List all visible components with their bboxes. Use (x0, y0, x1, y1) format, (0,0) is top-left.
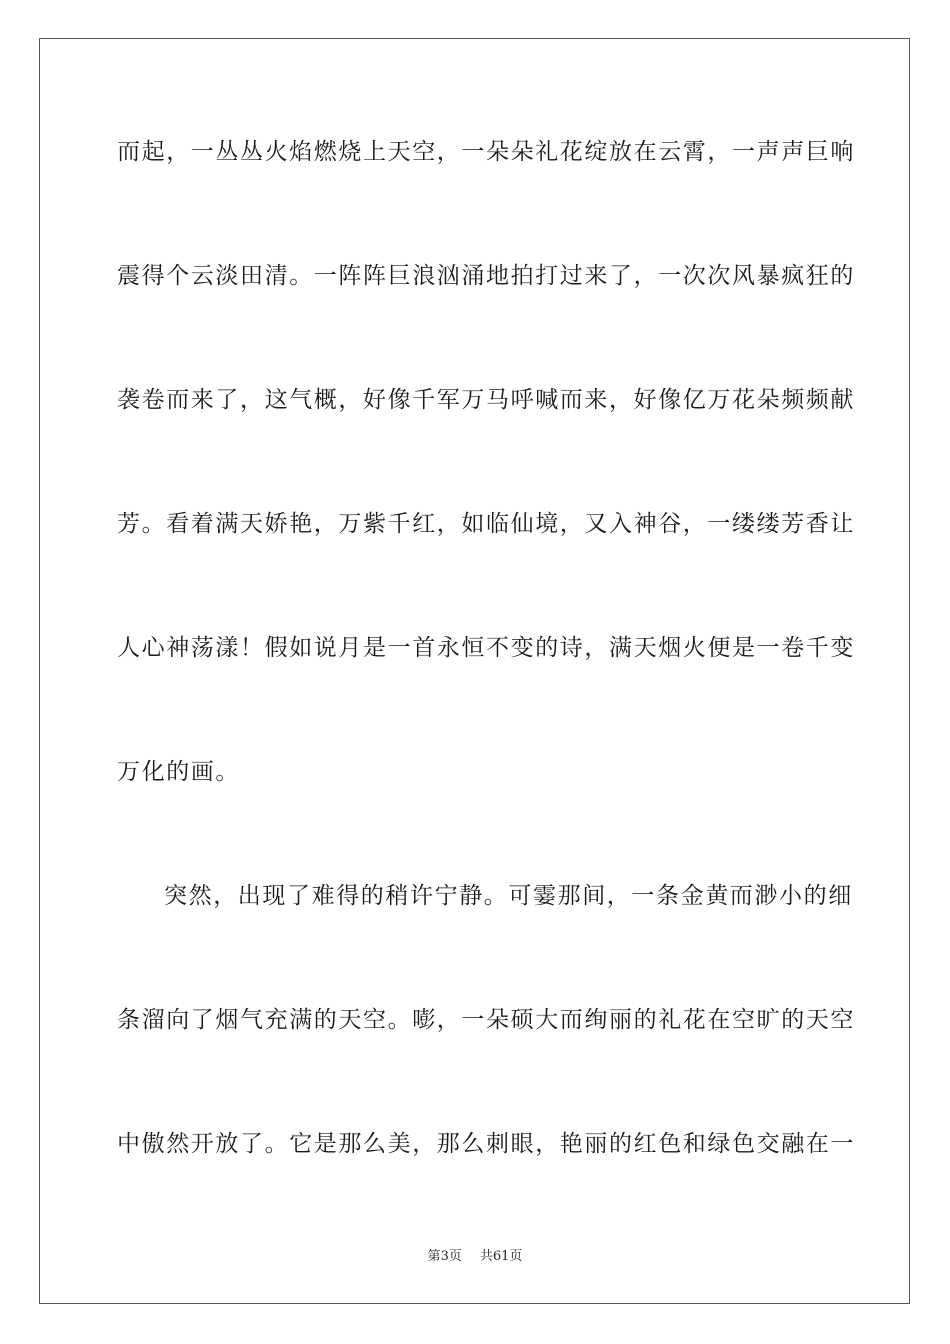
body-text-line: 条溜向了烟气充满的天空。嘭，一朵硕大而绚丽的礼花在空旷的天空 (117, 1007, 855, 1033)
body-text-line: 芳。看着满天娇艳，万紫千红，如临仙境，又入神谷，一缕缕芳香让 (117, 511, 855, 537)
page-footer (0, 1248, 950, 1266)
body-text-line: 而起，一丛丛火焰燃烧上天空，一朵朵礼花绽放在云霄，一声声巨响 (117, 139, 855, 165)
body-text-line: 人心神荡漾！假如说月是一首永恒不变的诗，满天烟火便是一卷千变 (117, 635, 855, 661)
body-text-line: 袭卷而来了，这气概，好像千军万马呼喊而来，好像亿万花朵频频献 (117, 387, 855, 413)
body-text-line: 万化的画。 (117, 759, 240, 785)
page-total: 共61页 (479, 1249, 523, 1264)
body-text-line: 震得个云淡田清。一阵阵巨浪汹涌地拍打过来了，一次次风暴疯狂的 (117, 263, 855, 289)
page-number: 第3页 (427, 1249, 462, 1264)
body-text-line: 中傲然开放了。它是那么美，那么刺眼，艳丽的红色和绿色交融在一 (117, 1131, 855, 1157)
page-border (39, 38, 910, 1304)
body-text-paragraph-start: 突然，出现了难得的稍许宁静。可霎那间，一条金黄而渺小的细 (164, 883, 853, 909)
